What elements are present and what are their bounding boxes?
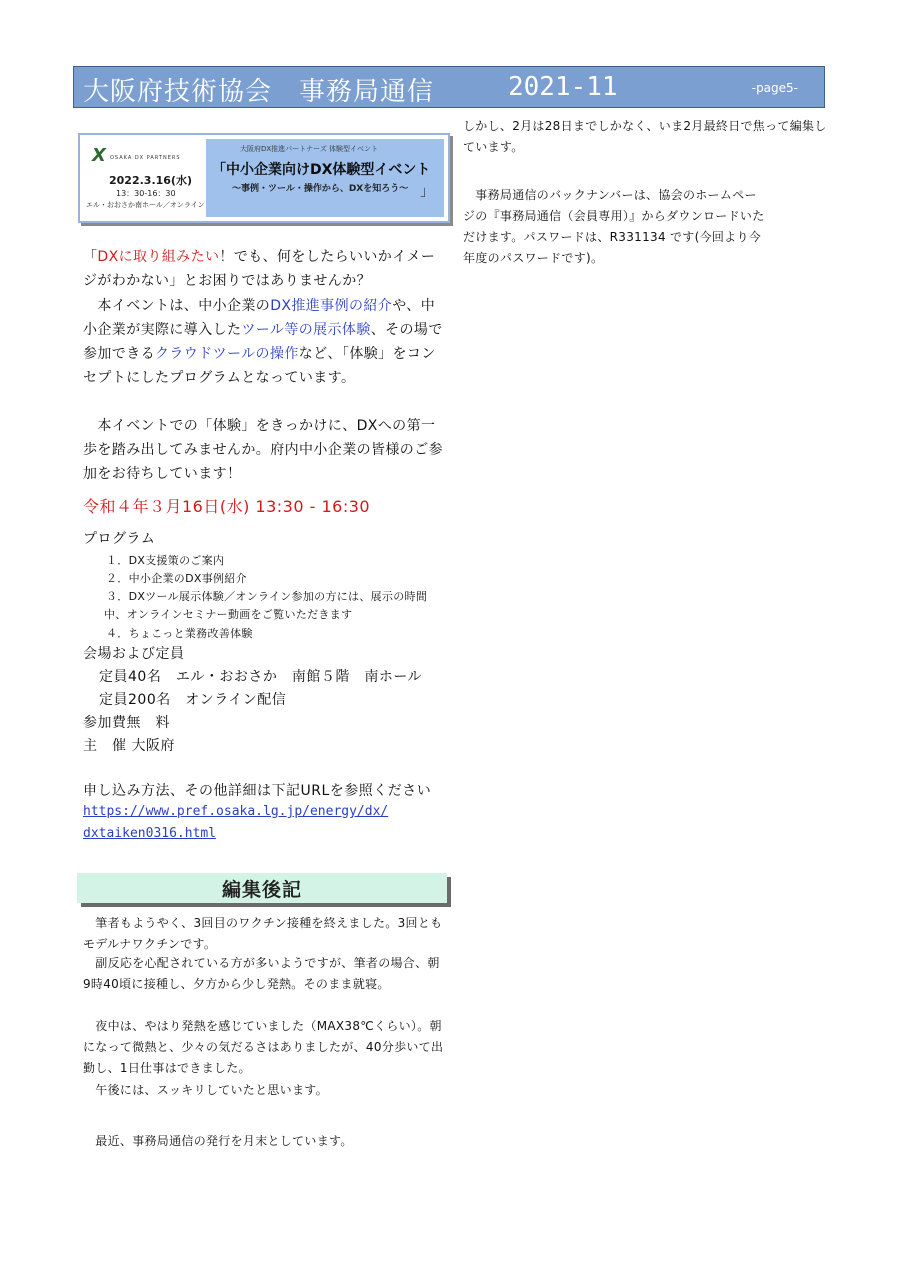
highlight-cloud-tool: クラウドツールの操作 (155, 346, 299, 362)
postscript-paragraph-2: 副反応を心配されている方が多いようですが、筆者の場合、朝9時40頃に接種し、夕方から少し発熱。そのまま就寝。 (83, 956, 440, 991)
logo-text: OSAKA DX PARTNERS (110, 155, 181, 161)
postscript-paragraph-5: 最近、事務局通信の発行を月末としています。 (83, 1134, 353, 1148)
postscript-heading: 編集後記 (221, 879, 302, 901)
banner-right-panel (206, 139, 444, 217)
banner-title: 「中小企業向けDX体験型イベント (212, 162, 431, 178)
banner-time: 13：30-16：30 (116, 189, 176, 198)
page-title: 大阪府技術協会 事務局通信 (83, 77, 435, 107)
intro-paragraph-1 (83, 245, 445, 293)
postscript-paragraph-1: 筆者もようやく、3回目のワクチン接種を終えました。3回ともモデルナワクチンです。 (83, 916, 443, 951)
banner-venue: エル・おおさか南ホール／オンライン (86, 201, 205, 209)
right-paragraph-1: しかし、2月は28日までしかなく、いま2月最終日で焦って編集しています。 (463, 119, 827, 154)
venue-heading: 会場および定員 (83, 646, 185, 662)
issue-number: 2021-11 (508, 72, 618, 102)
event-url-link-continued[interactable]: dxtaiken0316.html (83, 826, 217, 841)
program-heading: プログラム (83, 531, 156, 547)
event-banner (78, 133, 450, 223)
postscript-paragraph-3: 夜中は、やはり発熱を感じていました（MAX38℃くらい）。朝になって微熱と、少々の気だるさはありましたが、40分歩いて出勤し、1日仕事はできました。 (83, 1019, 444, 1075)
text-span: など、「体験」をコンセプトにしたプログラムとなっています。 (83, 346, 436, 386)
banner-close-bracket: 」 (420, 184, 434, 200)
highlight-dx: DXに取り組みたい (97, 249, 220, 265)
page-number: -page5- (751, 81, 798, 95)
program-item: ２．中小企業のDX事例紹介 (106, 572, 247, 585)
text-span: 「 (83, 249, 98, 265)
program-item: ３．DXツール展示体験／オンライン参加の方には、展示の時間 (106, 590, 428, 603)
event-date: 令和４年３月16日(水) 13:30 - 16:30 (83, 497, 371, 516)
postscript-paragraph-4: 午後には、スッキリしていたと思います。 (83, 1083, 328, 1097)
venue-capacity-onsite: 定員40名 エル・おおさか 南館５階 南ホール (99, 669, 423, 685)
banner-date: 2022.3.16(水) (109, 174, 192, 187)
intro-paragraph-2 (83, 294, 445, 390)
highlight-case-intro: DX推進事例の紹介 (270, 298, 393, 314)
highlight-tool-exhibit: ツール等の展示体験 (241, 322, 371, 338)
event-url-link[interactable]: https://www.pref.osaka.lg.jp/energy/dx/ (83, 804, 389, 819)
intro-paragraph-3: 本イベントでの「体験」をきっかけに、DXへの第一歩を踏み出してみませんか。府内中小企業の皆様のご参加をお待ちしています！ (83, 418, 443, 482)
program-item-continued: 中、オンラインセミナー動画をご覧いただきます (104, 608, 353, 621)
text-span: ！でも、何をしたらいいかイメージがわかない」とお困りではありませんか？ (83, 249, 436, 289)
banner-subtitle: 大阪府DX推進パートナーズ 体験型イベント (240, 145, 379, 153)
text-span: 本イベントは、中小企業の (83, 298, 271, 314)
program-item: ４．ちょこっと業務改善体験 (106, 627, 253, 640)
participation-fee: 参加費無 料 (83, 715, 170, 731)
text-span: や、中小企業が実際に導入した (83, 298, 436, 338)
page-header (73, 66, 825, 108)
osaka-dx-logo-icon: X (92, 145, 106, 166)
venue-capacity-online: 定員200名 オンライン配信 (99, 692, 287, 708)
banner-tagline: ～事例・ツール・操作から、DXを知ろう～ (232, 184, 409, 194)
apply-instructions: 申し込み方法、その他詳細は下記URLを参照ください (83, 783, 432, 799)
right-paragraph-2: 事務局通信のバックナンバーは、協会のホームページの『事務局通信（会員専用）』からダウンロードいただけます。パスワードは、R331134 です(今回より今年度のパスワードです)。 (463, 188, 765, 265)
postscript-heading-box (77, 873, 447, 903)
banner-left-panel (84, 139, 204, 217)
event-host: 主 催 大阪府 (83, 738, 175, 754)
program-item: １．DX支援策のご案内 (106, 554, 225, 567)
text-span: 、その場で参加できる (83, 322, 443, 362)
